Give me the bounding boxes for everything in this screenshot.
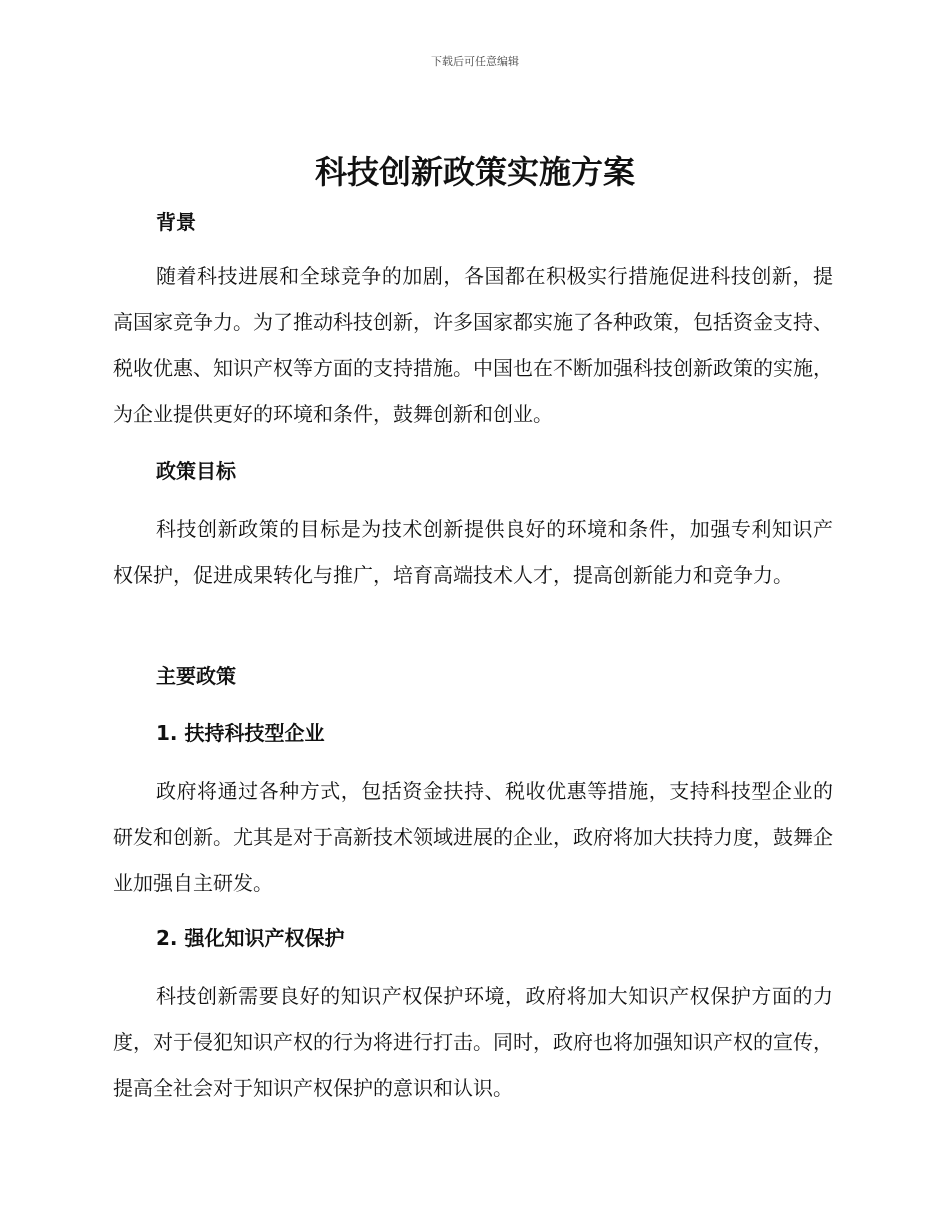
header-note: 下载后可任意编辑 bbox=[431, 55, 519, 68]
section-paragraph-ip-protection: 科技创新需要良好的知识产权保护环境，政府将加大知识产权保护方面的力度，对于侵犯知识产权的行为将进行打击。同时，政府也将加强知识产权的宣传，提高全社会对于知识产权保护的意识和认识。 bbox=[113, 984, 833, 1100]
section-heading-policy-goals: 政策目标 bbox=[156, 459, 236, 483]
section-paragraph-support-tech-enterprises: 政府将通过各种方式，包括资金扶持、税收优惠等措施，支持科技型企业的研发和创新。尤其是对于高新技术领域进展的企业，政府将加大扶持力度，鼓舞企业加强自主研发。 bbox=[113, 779, 833, 895]
section-heading-support-tech-enterprises: 1. 扶持科技型企业 bbox=[156, 721, 325, 745]
section-heading-ip-protection: 2. 强化知识产权保护 bbox=[156, 926, 345, 950]
section-heading-background: 背景 bbox=[156, 210, 196, 234]
section-paragraph-policy-goals: 科技创新政策的目标是为技术创新提供良好的环境和条件，加强专利知识产权保护，促进成果转化与推广，培育高端技术人才，提高创新能力和竞争力。 bbox=[113, 517, 833, 587]
section-paragraph-background: 随着科技进展和全球竞争的加剧，各国都在积极实行措施促进科技创新，提高国家竞争力。为了推动科技创新，许多国家都实施了各种政策，包括资金支持、税收优惠、知识产权等方面的支持措施。中国也在不断加强科技创新政策的实施，为企业提供更好的环境和条件，鼓舞创新和创业。 bbox=[113, 264, 833, 426]
page-title: 科技创新政策实施方案 bbox=[314, 153, 635, 191]
section-heading-main-policies: 主要政策 bbox=[156, 664, 236, 688]
